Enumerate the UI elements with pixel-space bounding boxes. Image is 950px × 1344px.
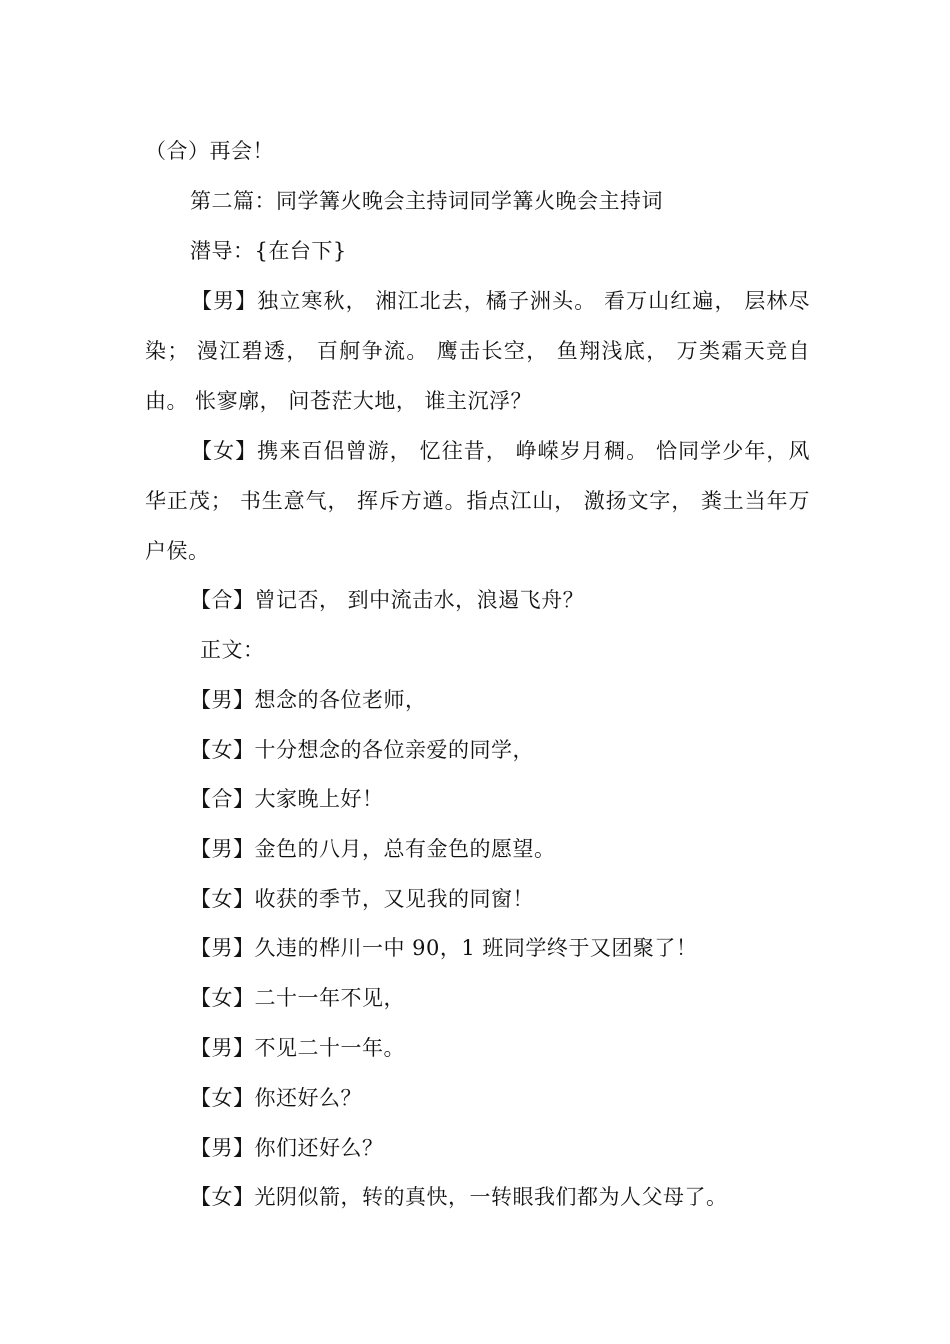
dialogue-line: 【男】不见二十一年。	[190, 1036, 405, 1060]
dialogue-line: 【女】光阴似箭，转的真快，一转眼我们都为人父母了。	[190, 1185, 728, 1209]
dialogue-line: 【男】金色的八月，总有金色的愿望。	[190, 837, 556, 861]
line-together-1: 【合】曾记否， 到中流击水，浪遏飞舟？	[190, 588, 585, 612]
dialogue-line: 【女】二十一年不见，	[190, 986, 405, 1010]
dialogue-line: 【男】想念的各位老师，	[190, 688, 427, 712]
dialogue-line: 【女】收获的季节，又见我的同窗！	[190, 887, 534, 911]
dialogue-line: 【女】你还好么？	[190, 1086, 362, 1110]
section-title: 第二篇：同学篝火晚会主持词同学篝火晚会主持词	[190, 189, 663, 213]
prelude-label: 潜导：{在台下}	[190, 239, 347, 263]
dialogue-line: 【女】十分想念的各位亲爱的同学，	[190, 738, 534, 762]
dialogue-line: 【合】大家晚上好！	[190, 787, 384, 811]
dialogue-line: 【男】久违的桦川一中 90，1 班同学终于又团聚了！	[190, 936, 698, 960]
paragraph-female-1: 【女】携来百侣曾游， 忆往昔， 峥嵘岁月稠。 恰同学少年，风华正茂； 书生意气， 挥斥方遒。指点江山， 激扬文字， 粪土当年万户侯。	[145, 439, 810, 563]
closing-line: （合）再会！	[145, 139, 274, 163]
paragraph-male-1: 【男】独立寒秋， 湘江北去，橘子洲头。 看万山红遍， 层林尽染； 漫江碧透， 百舸争流。 鹰击长空， 鱼翔浅底， 万类霜天竞自由。 怅寥廓， 问苍茫大地， 谁主沉浮？	[145, 289, 810, 413]
main-text-label: 正文：	[200, 638, 265, 662]
dialogue-line: 【男】你们还好么？	[190, 1136, 384, 1160]
